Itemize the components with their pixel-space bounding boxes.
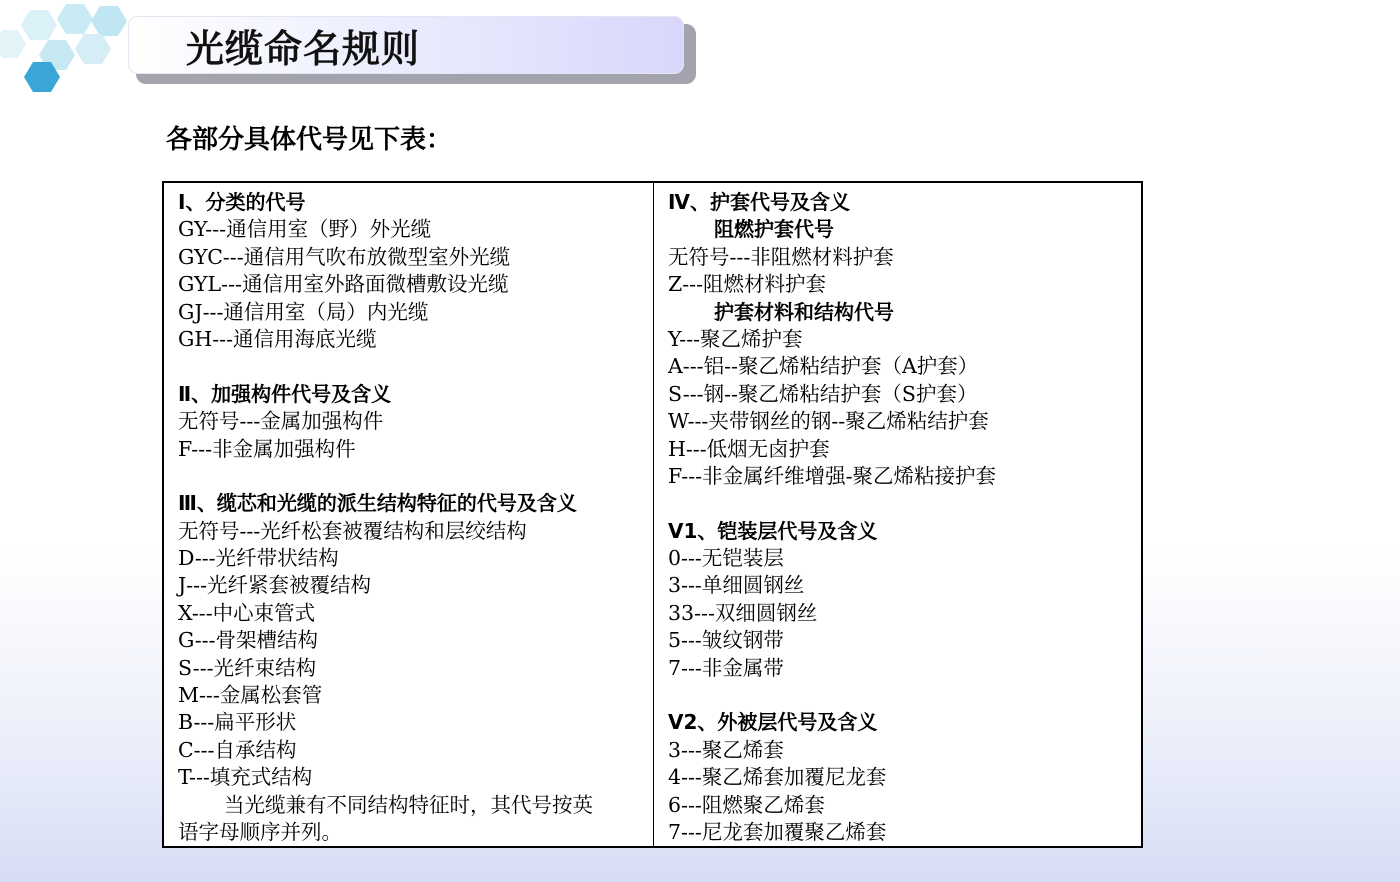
code-entry: 无符号---非阻燃材料护套 (668, 244, 894, 269)
note-line: 当光缆兼有不同结构特征时，其代号按英 (224, 792, 593, 817)
code-entry: GY---通信用室（野）外光缆 (178, 217, 432, 242)
spacer (178, 353, 653, 380)
code-entry: GH---通信用海底光缆 (178, 326, 377, 351)
code-entry: Y---聚乙烯护套 (668, 326, 803, 351)
code-entry: 无符号---金属加强构件 (178, 409, 384, 434)
code-entry: M---金属松套管 (178, 683, 323, 708)
code-entry: 语字母顺序并列。 (178, 819, 342, 844)
section-heading: Ⅳ、护套代号及含义 (668, 190, 850, 214)
code-entry: F---非金属加强构件 (178, 436, 356, 461)
table-right-column (654, 183, 1141, 846)
code-entry: J---光纤紧套被覆结构 (178, 573, 371, 598)
code-entry: S---光纤束结构 (178, 655, 317, 680)
code-entry: C---自承结构 (178, 737, 297, 762)
subsection-heading: 阻燃护套代号 (714, 217, 834, 242)
section-heading: Ⅲ、缆芯和光缆的派生结构特征的代号及含义 (178, 491, 577, 516)
code-entry: 3---聚乙烯套 (668, 737, 784, 762)
spacer (178, 463, 653, 490)
code-entry: W---夹带钢丝的钢--聚乙烯粘结护套 (668, 409, 989, 434)
code-entry: G---骨架槽结构 (178, 628, 319, 653)
code-entry: 3---单细圆钢丝 (668, 573, 805, 598)
code-entry: 6---阻燃聚乙烯套 (668, 792, 825, 817)
section-heading: Ⅱ、加强构件代号及含义 (178, 381, 392, 406)
section-heading: Ⅴ2、外被层代号及含义 (668, 710, 878, 735)
code-entry: S---钢--聚乙烯粘结护套（S护套） (668, 381, 978, 406)
section-heading: Ⅰ、分类的代号 (178, 190, 306, 214)
spacer (668, 682, 1141, 709)
spacer (668, 490, 1141, 517)
code-entry: GYC---通信用气吹布放微型室外光缆 (178, 244, 511, 269)
subsection-heading: 护套材料和结构代号 (714, 299, 894, 324)
code-entry: GJ---通信用室（局）内光缆 (178, 299, 429, 324)
code-entry: 无符号---光纤松套被覆结构和层绞结构 (178, 518, 527, 543)
table-left-column (164, 183, 654, 846)
code-entry: 7---尼龙套加覆聚乙烯套 (668, 819, 887, 844)
code-entry: F---非金属纤维增强-聚乙烯粘接护套 (668, 463, 997, 488)
code-entry: Z---阻燃材料护套 (668, 272, 827, 297)
code-entry: D---光纤带状结构 (178, 546, 339, 571)
code-entry: B---扁平形状 (178, 710, 297, 735)
code-entry: 33---双细圆钢丝 (668, 600, 818, 625)
code-entry: GYL---通信用室外路面微槽敷设光缆 (178, 272, 509, 297)
code-entry: 4---聚乙烯套加覆尼龙套 (668, 765, 887, 790)
code-entry: A---铝--聚乙烯粘结护套（A护套） (668, 354, 979, 379)
page-title: 光缆命名规则 (186, 27, 421, 71)
code-entry: H---低烟无卤护套 (668, 436, 830, 461)
code-entry: 0---无铠装层 (668, 546, 784, 571)
code-entry: X---中心束管式 (178, 600, 316, 625)
code-table (162, 181, 1143, 848)
table-intro-heading: 各部分具体代号见下表： (166, 125, 453, 155)
code-entry: T---填充式结构 (178, 765, 313, 790)
section-heading: Ⅴ1、铠装层代号及含义 (668, 518, 878, 543)
code-entry: 7---非金属带 (668, 655, 784, 680)
code-entry: 5---皱纹钢带 (668, 628, 784, 653)
